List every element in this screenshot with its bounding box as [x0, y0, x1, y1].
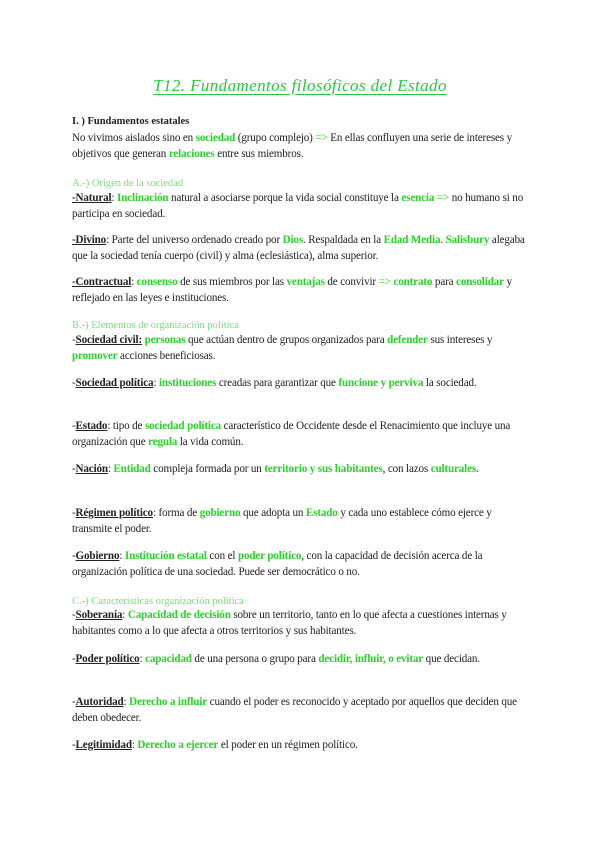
text-run: . Respaldada en la — [302, 234, 384, 246]
highlighted-keyword: Institución estatal — [124, 550, 207, 562]
highlighted-keyword: Derecho a ejercer — [137, 739, 219, 751]
highlighted-keyword: Salisbury — [445, 234, 490, 246]
term-label: Régimen político — [75, 507, 153, 519]
highlighted-keyword: Entidad — [113, 463, 151, 475]
paragraph-gobierno — [72, 548, 534, 580]
paragraph-estado — [72, 418, 534, 450]
highlighted-keyword: consolidar — [456, 276, 504, 288]
paragraph-autoridad — [72, 694, 534, 726]
text-run: que decidan. — [423, 653, 480, 665]
text-run: - — [72, 739, 76, 751]
text-run: , con lazos — [382, 463, 431, 475]
arrow-symbol: => — [315, 132, 328, 144]
text-run: En ellas confluyen una serie de intereses y objetivos que generan — [72, 132, 512, 160]
text-run: - — [72, 334, 76, 346]
term-label: -Divino — [72, 234, 107, 246]
text-run: - — [72, 696, 76, 708]
highlighted-keyword: personas — [144, 334, 186, 346]
term-label: -Contractual — [72, 276, 132, 288]
page-title: T12. Fundamentos filosóficos del Estado — [153, 76, 447, 95]
highlighted-keyword: gobierno — [199, 507, 241, 519]
text-run: - — [72, 507, 76, 519]
term-label: -Natural — [72, 192, 112, 204]
text-run: (grupo complejo) — [235, 132, 316, 144]
highlighted-keyword: Dios — [282, 234, 303, 246]
highlighted-keyword: defender — [387, 334, 428, 346]
highlighted-keyword: contrato — [393, 276, 433, 288]
text-run: : — [131, 739, 138, 751]
highlighted-keyword: promover — [72, 350, 118, 362]
paragraph-natural — [72, 190, 534, 222]
text-run: - — [72, 377, 76, 389]
term-label: Nación — [75, 463, 108, 475]
text-run: : — [119, 550, 125, 562]
text-run: de una persona o grupo para — [191, 653, 319, 665]
text-run: : — [139, 653, 146, 665]
text-run: : — [131, 276, 137, 288]
paragraph-sociedad-civil — [72, 332, 534, 364]
text-run: para — [432, 276, 457, 288]
paragraph-nacion — [72, 461, 534, 477]
subsection-heading-elementos: B.-) Elementos de organización política — [72, 320, 239, 331]
text-run: : — [153, 377, 159, 389]
paragraph-poder-politico — [72, 651, 534, 667]
text-run: sobre un territorio, tanto en lo que afecta a cuestiones internas y habitantes como a lo que afecta a otros territorios y sus habitantes. — [72, 609, 507, 637]
text-run: la sociedad. — [423, 377, 477, 389]
text-run: - — [72, 550, 76, 562]
highlighted-keyword: relaciones — [168, 148, 215, 160]
term-label: Sociedad política — [75, 377, 154, 389]
highlighted-keyword: Inclinación — [117, 192, 169, 204]
text-run: - — [72, 653, 76, 665]
paragraph-soberania — [72, 607, 534, 639]
highlighted-keyword: sociedad política — [144, 420, 222, 432]
text-run: - — [72, 463, 76, 475]
section-heading-fundamentos: I. ) Fundamentos estatales — [72, 116, 190, 127]
term-label: Soberanía — [75, 609, 123, 621]
term-label: Gobierno — [75, 550, 120, 562]
text-run: la vida común. — [177, 436, 244, 448]
text-run: el poder en un régimen político. — [218, 739, 358, 751]
term-label: Autoridad — [75, 696, 124, 708]
highlighted-keyword: capacidad — [145, 653, 192, 665]
text-run: . — [476, 463, 479, 475]
text-run: alegaba que la sociedad tenía cuerpo (civil) y alma (eclesiástica), alma superior. — [72, 234, 525, 262]
paragraph-intro — [72, 130, 534, 162]
paragraph-legitimidad — [72, 737, 534, 753]
text-run: : forma de — [152, 507, 200, 519]
text-run: y cada uno establece cómo ejerce y transmite el poder. — [72, 507, 492, 535]
text-run: y reflejado en las leyes e instituciones. — [72, 276, 512, 304]
highlighted-keyword: Capacidad de decisión — [127, 609, 231, 621]
text-run: que adopta un — [240, 507, 306, 519]
highlighted-keyword: ventajas — [286, 276, 325, 288]
text-run: sus intereses y — [427, 334, 493, 346]
text-run: entre sus miembros. — [214, 148, 304, 160]
text-run: - — [72, 609, 76, 621]
text-run: cuando el poder es reconocido y aceptado por aquellos que deciden que deben obedecer. — [72, 696, 517, 724]
text-run: compleja formada por un — [150, 463, 265, 475]
text-run: , con la capacidad de decisión acerca de la organización política de una sociedad. Puede ser democrático o no. — [72, 550, 483, 578]
highlighted-keyword: regula — [148, 436, 178, 448]
highlighted-keyword: Derecho a influir — [129, 696, 208, 708]
text-run: con el — [206, 550, 238, 562]
paragraph-sociedad-politica — [72, 375, 534, 391]
paragraph-divino — [72, 232, 534, 264]
term-label: Estado — [75, 420, 108, 432]
highlighted-keyword: Estado — [305, 507, 338, 519]
paragraph-contractual — [72, 274, 534, 306]
text-run: : — [123, 696, 130, 708]
text-run: No vivimos aislados sino en — [72, 132, 196, 144]
text-run: natural a asociarse porque la vida social constituye la — [168, 192, 402, 204]
text-run: : — [122, 609, 128, 621]
text-run: : — [111, 192, 118, 204]
term-label: Poder político — [75, 653, 140, 665]
arrow-symbol: => — [378, 276, 391, 288]
highlighted-keyword: consenso — [136, 276, 178, 288]
highlighted-keyword: esencia — [401, 192, 435, 204]
text-run: - — [72, 420, 76, 432]
term-label: Legitimidad — [75, 739, 132, 751]
text-run: acciones beneficiosas. — [117, 350, 216, 362]
text-run: no humano si no participa en sociedad. — [72, 192, 524, 220]
text-run: . — [440, 234, 446, 246]
text-run: que actúan dentro de grupos organizados para — [185, 334, 388, 346]
highlighted-keyword: sociedad — [195, 132, 236, 144]
paragraph-regimen — [72, 505, 534, 537]
highlighted-keyword: instituciones — [159, 377, 217, 389]
highlighted-keyword: culturales — [430, 463, 477, 475]
text-run: : Parte del universo ordenado creado por — [106, 234, 283, 246]
text-run: característico de Occidente desde el Renacimiento que incluye una organización que — [72, 420, 511, 448]
subsection-heading-origen: A.-) Origen de la sociedad — [72, 178, 184, 189]
text-run: de convivir — [324, 276, 379, 288]
arrow-symbol: => — [436, 192, 450, 204]
highlighted-keyword: territorio y sus habitantes — [264, 463, 383, 475]
highlighted-keyword: decidir, influir, o evitar — [318, 653, 424, 665]
text-run: de sus miembros por las — [177, 276, 287, 288]
highlighted-keyword: funcione y perviva — [338, 377, 424, 389]
text-run: : tipo de — [107, 420, 145, 432]
text-run: : — [107, 463, 114, 475]
term-label: Sociedad civil: — [75, 334, 143, 346]
text-run: creadas para garantizar que — [216, 377, 339, 389]
highlighted-keyword: poder político — [237, 550, 302, 562]
subsection-heading-caracteristicas: C.-) Características organización política — [72, 596, 244, 607]
highlighted-keyword: Edad Media — [383, 234, 441, 246]
